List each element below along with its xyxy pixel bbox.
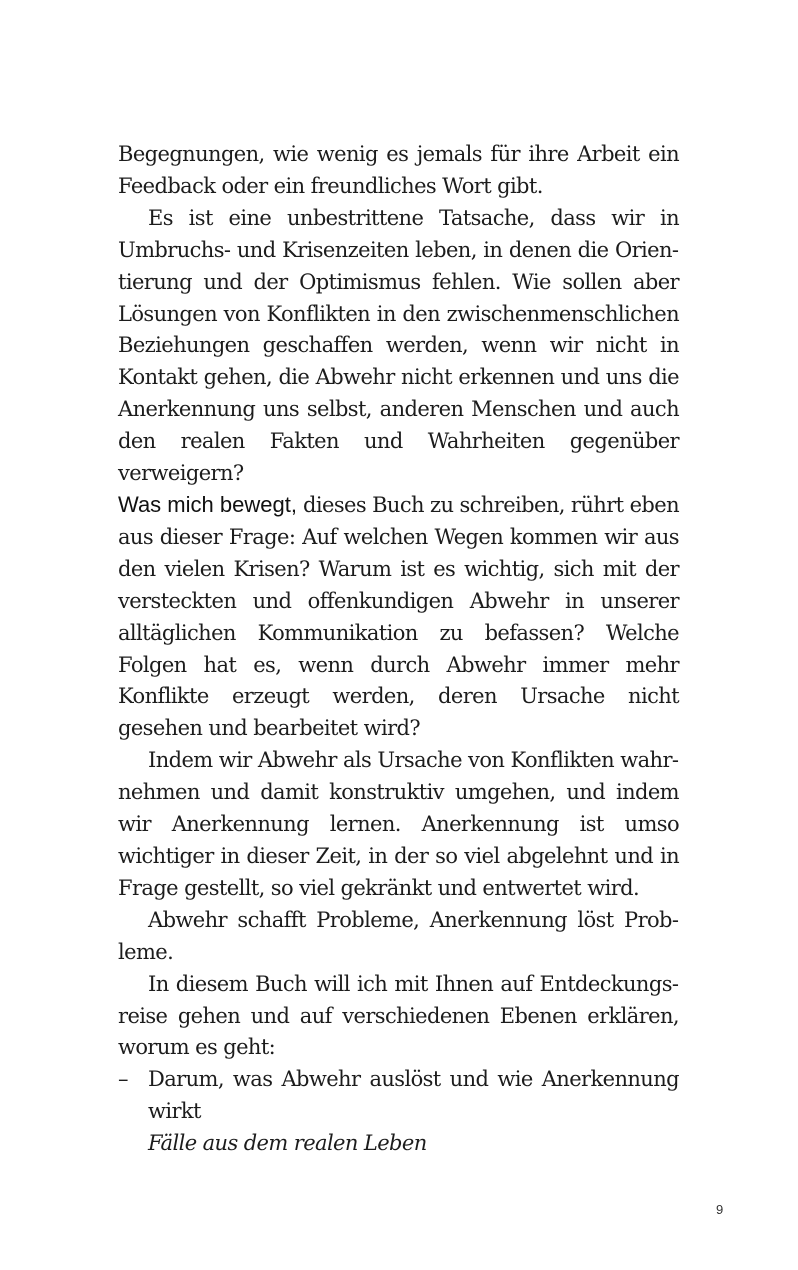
page-number: 9 [716, 1202, 724, 1217]
section-text-block [118, 489, 679, 1160]
list-dash: – [118, 1067, 128, 1092]
paragraph-motivation-text: dieses Buch zu schreiben, rührt eben aus dieser Frage: Auf welchen Wegen kommen wir aus den vielen Krisen? Warum ist es wichtig, sich mit der versteckten und offenkundigen Abwehr in unserer alltäglichen Kommunikation zu befassen? Welche Folgen hat es, wenn durch Abwehr immer mehr Konflikte erzeugt werden, deren Ursache nicht gesehen und bearbeitet wird? [118, 493, 679, 741]
list-item [118, 1064, 679, 1128]
paragraph-problems: Abwehr schafft Probleme, Anerkennung löst Probleme. [118, 907, 679, 964]
paragraph-motivation [118, 489, 679, 745]
list-item-text: Darum, was Abwehr auslöst und wie Anerkennung wirkt [148, 1067, 679, 1124]
top-text-block [118, 139, 679, 490]
paragraph-recognition: Indem wir Abwehr als Ursache von Konflikten wahrnehmen und damit konstruktiv umgehen, und indem wir Anerkennung lernen. Anerkennung ist umso wichtiger in dieser Zeit, in der so viel abgelehnt und in Frage gestellt, so viel gekränkt und entwertet wird. [118, 748, 679, 900]
section-lead-in: Was mich bewegt, [118, 492, 297, 517]
paragraph-crisis: Es ist eine unbestrittene Tatsache, dass wir in Umbruchs- und Krisenzeiten leben, in denen die Orientierung und der Optimismus fehlen. Wie sollen aber Lösungen von Konflikten in den zwischenmenschlichen Beziehungen geschaffen werden, wenn wir nicht in Kontakt gehen, die Abwehr nicht erkennen und uns die Anerkennung uns selbst, anderen Menschen und auch den realen Fakten und Wahrheiten gegenüber verweigern? [118, 205, 679, 486]
paragraph-journey: In diesem Buch will ich mit Ihnen auf Entdeckungsreise gehen und auf verschiedenen Ebenen erklären, worum es geht: [118, 971, 679, 1060]
paragraph-continuation: Begegnungen, wie wenig es jemals für ihre Arbeit ein Feedback oder ein freundliches Wort gibt. [118, 142, 679, 198]
list-item-note: Fälle aus dem realen Leben [148, 1131, 427, 1156]
